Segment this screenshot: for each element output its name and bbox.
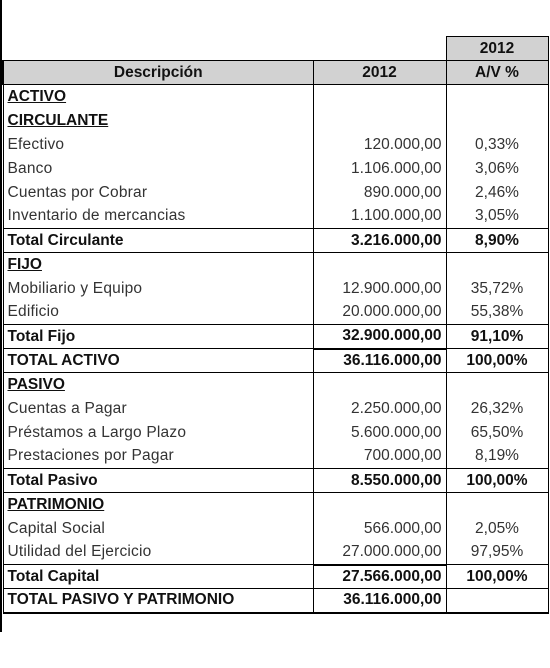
row-label: Cuentas por Cobrar <box>3 181 313 205</box>
row-label: Banco <box>3 157 313 181</box>
section-row <box>3 85 548 109</box>
table-row <box>3 541 548 565</box>
total-row <box>3 229 548 253</box>
row-value <box>313 253 446 277</box>
total-row <box>3 565 548 589</box>
row-value: 27.566.000,00 <box>313 565 446 589</box>
table-row <box>3 517 548 541</box>
table-row <box>3 133 548 157</box>
row-label: Total Pasivo <box>3 469 313 493</box>
row-label: Prestaciones por Pagar <box>3 445 313 469</box>
row-percent: 55,38% <box>446 301 548 325</box>
row-label: Total Fijo <box>3 325 313 349</box>
row-label: Utilidad del Ejercicio <box>3 541 313 565</box>
row-percent: 35,72% <box>446 277 548 301</box>
row-value: 8.550.000,00 <box>313 469 446 493</box>
row-value: 36.116.000,00 <box>313 589 446 613</box>
row-label: TOTAL ACTIVO <box>3 349 313 373</box>
table-row <box>3 301 548 325</box>
row-value: 3.216.000,00 <box>313 229 446 253</box>
row-percent <box>446 493 548 517</box>
row-label: Cuentas a Pagar <box>3 397 313 421</box>
header-description: Descripción <box>3 61 313 85</box>
table-row <box>3 205 548 229</box>
row-label: CIRCULANTE <box>3 109 313 133</box>
row-value: 36.116.000,00 <box>313 349 446 373</box>
row-label: Préstamos a Largo Plazo <box>3 421 313 445</box>
row-value: 1.100.000,00 <box>313 205 446 229</box>
row-value <box>313 493 446 517</box>
row-label: FIJO <box>3 253 313 277</box>
table-row <box>3 277 548 301</box>
row-value: 2.250.000,00 <box>313 397 446 421</box>
row-percent: 100,00% <box>446 565 548 589</box>
row-percent: 8,90% <box>446 229 548 253</box>
top-header-empty <box>3 37 313 61</box>
row-percent: 100,00% <box>446 349 548 373</box>
row-value <box>313 85 446 109</box>
row-percent: 26,32% <box>446 397 548 421</box>
row-percent: 2,05% <box>446 517 548 541</box>
row-percent: 91,10% <box>446 325 548 349</box>
header-vertical-analysis: A/V % <box>446 61 548 85</box>
row-percent: 97,95% <box>446 541 548 565</box>
row-value <box>313 109 446 133</box>
table-row <box>3 397 548 421</box>
total-row <box>3 589 548 613</box>
row-percent: 65,50% <box>446 421 548 445</box>
top-header-row <box>3 37 548 61</box>
row-value: 566.000,00 <box>313 517 446 541</box>
row-percent <box>446 373 548 397</box>
row-percent <box>446 109 548 133</box>
row-label: Inventario de mercancias <box>3 205 313 229</box>
total-row <box>3 349 548 373</box>
table-row <box>3 157 548 181</box>
table-row <box>3 421 548 445</box>
column-header-row <box>3 61 548 85</box>
row-percent <box>446 85 548 109</box>
row-percent: 100,00% <box>446 469 548 493</box>
row-value: 32.900.000,00 <box>313 325 446 349</box>
row-label: Efectivo <box>3 133 313 157</box>
section-row <box>3 109 548 133</box>
row-label: PATRIMONIO <box>3 493 313 517</box>
row-label: ACTIVO <box>3 85 313 109</box>
row-percent: 3,06% <box>446 157 548 181</box>
top-header-year: 2012 <box>446 37 548 61</box>
row-value: 120.000,00 <box>313 133 446 157</box>
row-percent <box>446 589 548 613</box>
row-value <box>313 373 446 397</box>
row-value: 1.106.000,00 <box>313 157 446 181</box>
section-row <box>3 253 548 277</box>
row-value: 890.000,00 <box>313 181 446 205</box>
row-percent <box>446 253 548 277</box>
table-row <box>3 181 548 205</box>
row-label: Mobiliario y Equipo <box>3 277 313 301</box>
row-value: 27.000.000,00 <box>313 541 446 565</box>
row-value: 20.000.000,00 <box>313 301 446 325</box>
row-percent: 2,46% <box>446 181 548 205</box>
row-label: TOTAL PASIVO Y PATRIMONIO <box>3 589 313 613</box>
section-row <box>3 493 548 517</box>
total-row <box>3 469 548 493</box>
row-value: 700.000,00 <box>313 445 446 469</box>
balance-sheet-table <box>2 36 549 614</box>
row-value: 12.900.000,00 <box>313 277 446 301</box>
row-value: 5.600.000,00 <box>313 421 446 445</box>
row-label: Edificio <box>3 301 313 325</box>
row-percent: 8,19% <box>446 445 548 469</box>
row-label: Total Capital <box>3 565 313 589</box>
header-year: 2012 <box>313 61 446 85</box>
row-percent: 3,05% <box>446 205 548 229</box>
row-label: Capital Social <box>3 517 313 541</box>
table-row <box>3 445 548 469</box>
row-label: Total Circulante <box>3 229 313 253</box>
total-row <box>3 325 548 349</box>
section-row <box>3 373 548 397</box>
row-percent: 0,33% <box>446 133 548 157</box>
top-header-empty-2 <box>313 37 446 61</box>
row-label: PASIVO <box>3 373 313 397</box>
